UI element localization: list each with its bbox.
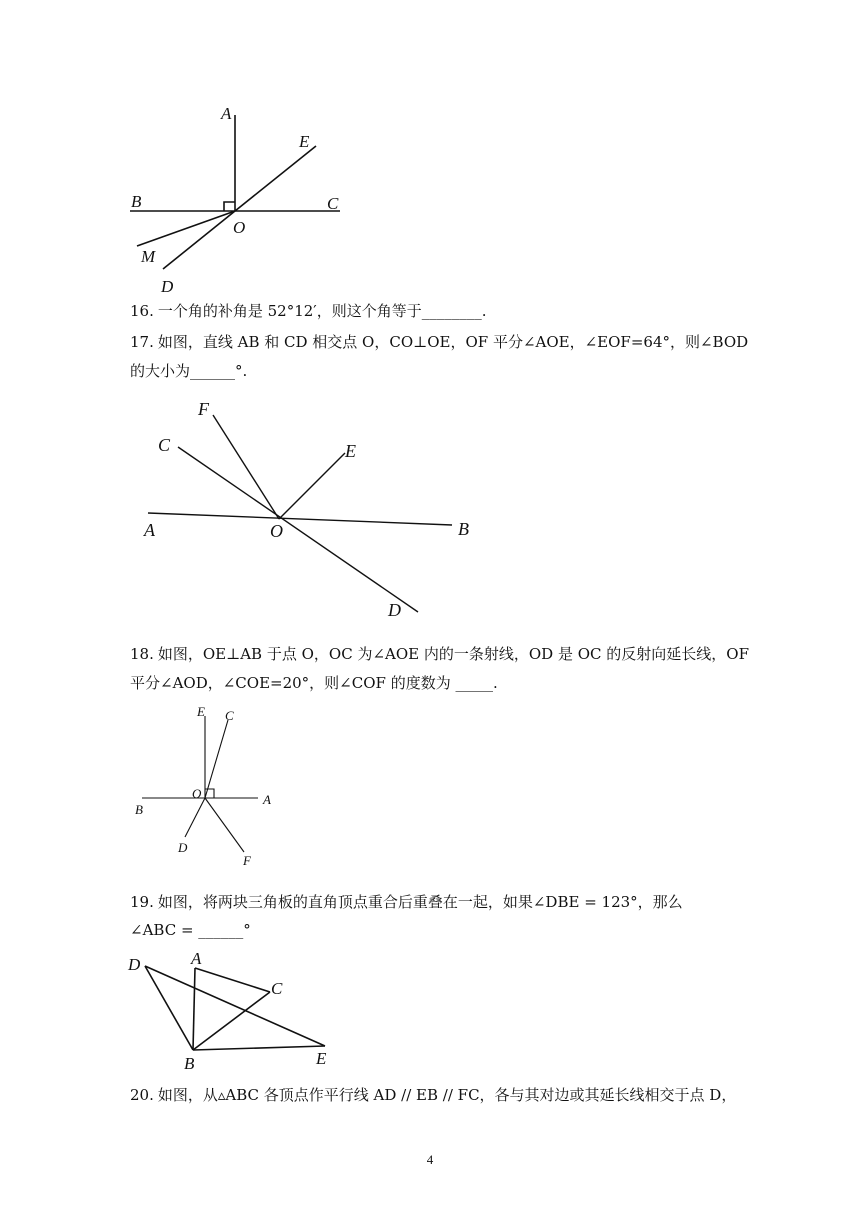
label-e: E — [197, 704, 205, 719]
question-18-line1 — [130, 643, 749, 665]
label-d: D — [128, 955, 141, 974]
label-c: C — [271, 979, 283, 998]
question-20-number: 20. — [130, 1086, 154, 1104]
label-f: F — [198, 399, 209, 419]
label-e: E — [345, 441, 356, 461]
question-18-text-2: 平分∠AOD，∠COE=20°，则∠COF 的度数为 _____. — [130, 674, 498, 692]
question-20-text: 如图，从▵ABC 各顶点作平行线 AD // EB // FC，各与其对边或其延长线相交于点 D， — [157, 1086, 737, 1104]
label-o: O — [192, 786, 202, 801]
line-be — [193, 1046, 325, 1050]
question-16 — [130, 300, 486, 322]
page-number: 4 — [426, 1152, 434, 1167]
line-od — [185, 798, 205, 837]
line-bc — [193, 992, 270, 1050]
line-db — [145, 966, 193, 1050]
question-16-number: 16. — [130, 302, 154, 320]
line-od — [163, 211, 235, 269]
label-o: O — [270, 521, 283, 541]
label-b: B — [184, 1054, 195, 1073]
line-oc — [205, 720, 228, 798]
question-16-text: 一个角的补角是 52°12′，则这个角等于________. — [157, 302, 487, 320]
line-of — [205, 798, 244, 852]
figure-16 — [125, 95, 355, 300]
label-b: B — [135, 802, 143, 817]
question-17-text-2: 的大小为______°. — [130, 362, 248, 380]
question-18-line2 — [130, 672, 498, 694]
line-de — [145, 966, 325, 1046]
label-a: A — [263, 792, 271, 807]
label-d: D — [388, 600, 401, 620]
label-a: A — [191, 949, 202, 968]
label-m: M — [141, 247, 156, 266]
question-17-line1 — [130, 331, 748, 353]
question-19-number: 19. — [130, 893, 154, 911]
label-c: C — [158, 435, 171, 455]
line-ab — [148, 513, 452, 525]
figure-19-svg — [125, 948, 350, 1073]
line-ac — [195, 968, 270, 992]
question-20 — [130, 1084, 736, 1106]
question-19-text-2: ∠ABC = ______° — [130, 921, 251, 939]
label-a: A — [144, 520, 155, 540]
figure-17 — [140, 395, 480, 620]
label-c: C — [327, 194, 339, 213]
label-e: E — [299, 132, 310, 151]
line-ba — [193, 968, 195, 1050]
question-17-number: 17. — [130, 333, 154, 351]
label-a: A — [221, 104, 232, 123]
label-c: C — [225, 708, 234, 723]
figure-17-svg — [140, 395, 480, 620]
line-of — [213, 415, 279, 519]
line-oe — [235, 146, 316, 211]
question-17-text-1: 如图，直线 AB 和 CD 相交点 O，CO⊥OE，OF 平分∠AOE，∠EOF=64°，则∠BOD — [157, 333, 749, 351]
figure-16-svg — [125, 95, 355, 300]
label-d: D — [161, 277, 174, 296]
label-o: O — [233, 218, 246, 237]
line-om — [137, 211, 235, 246]
question-19-line2 — [130, 919, 251, 941]
label-e: E — [316, 1049, 327, 1068]
question-19-text-1: 如图，将两块三角板的直角顶点重合后重叠在一起，如果∠DBE = 123°，那么 — [157, 893, 683, 911]
question-18-text-1: 如图，OE⊥AB 于点 O，OC 为∠AOE 内的一条射线，OD 是 OC 的反射向延长线，OF — [157, 645, 749, 663]
figure-18 — [130, 700, 290, 868]
question-18-number: 18. — [130, 645, 154, 663]
question-19-line1 — [130, 891, 683, 913]
label-b: B — [131, 192, 142, 211]
figure-18-svg — [130, 700, 290, 868]
label-d: D — [178, 840, 188, 855]
line-oe — [279, 453, 345, 519]
line-cd — [178, 447, 418, 612]
question-17-line2 — [130, 360, 247, 382]
label-f: F — [243, 853, 251, 868]
label-b: B — [458, 519, 469, 539]
right-angle-mark — [224, 202, 235, 211]
figure-19 — [125, 948, 350, 1073]
